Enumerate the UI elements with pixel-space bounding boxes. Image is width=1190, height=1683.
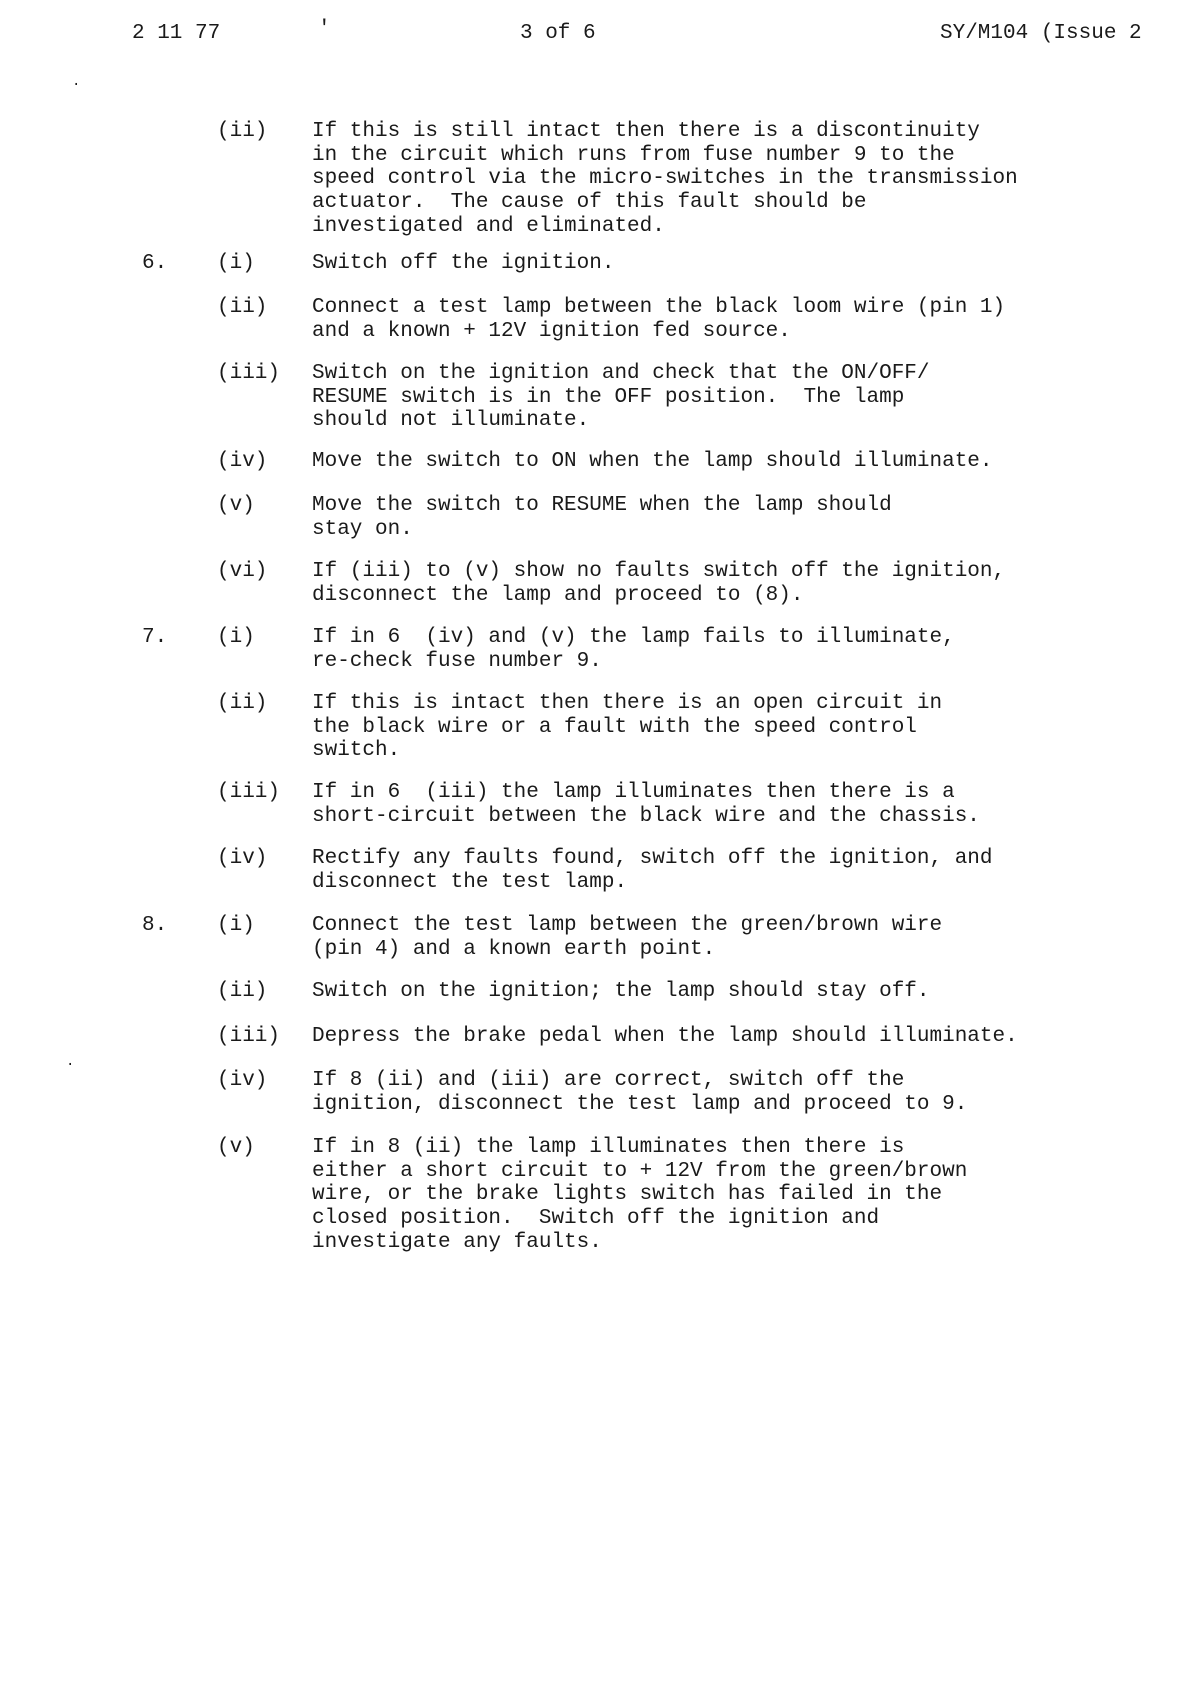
instruction-line: and a known + 12V ignition fed source. — [312, 319, 791, 343]
instruction-line: Switch on the ignition and check that the ON/OFF/ — [312, 362, 930, 385]
instruction-line: stay on. — [312, 517, 413, 541]
sub-item-label: (i) — [217, 252, 255, 275]
document-reference: SY/M104 (Issue 2 — [940, 22, 1142, 45]
instruction-line: Switch on the ignition; the lamp should stay off. — [312, 980, 930, 1003]
procedure-item — [0, 626, 1190, 673]
instruction-line: Rectify any faults found, switch off the ignition, and — [312, 847, 993, 870]
instruction-line: Connect the test lamp between the green/brown wire — [312, 914, 943, 937]
instruction-text — [312, 626, 1142, 673]
instruction-line: investigated and eliminated. — [312, 214, 665, 238]
procedure-item — [0, 1069, 1190, 1116]
sub-item-label: (ii) — [217, 120, 268, 143]
procedure-item — [0, 296, 1190, 343]
procedure-item — [0, 560, 1190, 607]
procedure-item — [0, 1025, 1190, 1049]
instruction-text — [312, 1136, 1142, 1255]
instruction-text — [312, 1025, 1142, 1049]
instruction-line: in the circuit which runs from fuse number 9 to the — [312, 143, 955, 167]
sub-item-label: (iii) — [217, 781, 281, 804]
instruction-text — [312, 252, 1142, 276]
procedure-item — [0, 494, 1190, 541]
procedure-item — [0, 781, 1190, 828]
sub-item-label: (iv) — [217, 1069, 268, 1092]
sub-item-label: (iv) — [217, 450, 268, 473]
instruction-line: If in 6 (iv) and (v) the lamp fails to illuminate, — [312, 626, 955, 649]
instruction-text — [312, 120, 1142, 239]
instruction-line: (pin 4) and a known earth point. — [312, 937, 716, 961]
page-date: 2 11 77 — [132, 22, 221, 45]
sub-item-label: (ii) — [217, 692, 268, 715]
sub-item-label: (ii) — [217, 980, 268, 1003]
instruction-text — [312, 781, 1142, 828]
step-number: 8. — [142, 914, 168, 937]
scan-speck: · — [66, 1057, 75, 1073]
instruction-line: Move the switch to ON when the lamp should illuminate. — [312, 450, 993, 473]
instruction-line: If in 6 (iii) the lamp illuminates then there is a — [312, 781, 955, 804]
procedure-item — [0, 362, 1190, 433]
sub-item-label: (vi) — [217, 560, 268, 583]
sub-item-label: (ii) — [217, 296, 268, 319]
sub-item-label: (i) — [217, 626, 255, 649]
step-number: 7. — [142, 626, 168, 649]
instruction-line: either a short circuit to + 12V from the green/brown — [312, 1159, 968, 1183]
instruction-line: Switch off the ignition. — [312, 252, 615, 275]
instruction-line: If this is still intact then there is a discontinuity — [312, 120, 980, 143]
sub-item-label: (iii) — [217, 1025, 281, 1048]
instruction-line: short-circuit between the black wire and the chassis. — [312, 804, 980, 828]
instruction-line: the black wire or a fault with the speed control — [312, 715, 917, 739]
instruction-line: switch. — [312, 739, 401, 763]
instruction-line: If in 8 (ii) the lamp illuminates then there is — [312, 1136, 905, 1159]
instruction-line: If (iii) to (v) show no faults switch off the ignition, — [312, 560, 1006, 583]
instruction-line: investigate any faults. — [312, 1230, 602, 1254]
instruction-line: disconnect the test lamp. — [312, 870, 628, 894]
instruction-text — [312, 494, 1142, 541]
procedure-item — [0, 120, 1190, 239]
sub-item-label: (v) — [217, 1136, 255, 1159]
scan-speck: · — [72, 77, 81, 93]
procedure-item — [0, 252, 1190, 276]
sub-item-label: (iii) — [217, 362, 281, 385]
instruction-line: actuator. The cause of this fault should be — [312, 191, 867, 215]
instruction-text — [312, 560, 1142, 607]
instruction-line: re-check fuse number 9. — [312, 649, 602, 673]
instruction-line: wire, or the brake lights switch has failed in the — [312, 1183, 943, 1207]
instruction-text — [312, 450, 1142, 474]
instruction-text — [312, 914, 1142, 961]
instruction-line: Depress the brake pedal when the lamp should illuminate. — [312, 1025, 1018, 1048]
instruction-line: closed position. Switch off the ignition and — [312, 1207, 880, 1231]
instruction-text — [312, 1069, 1142, 1116]
procedure-item — [0, 692, 1190, 763]
instruction-text — [312, 980, 1142, 1004]
instruction-line: disconnect the lamp and proceed to (8). — [312, 583, 804, 607]
sub-item-label: (v) — [217, 494, 255, 517]
instruction-line: RESUME switch is in the OFF position. The lamp — [312, 385, 905, 409]
instruction-line: should not illuminate. — [312, 409, 590, 433]
step-number: 6. — [142, 252, 168, 275]
instruction-line: If this is intact then there is an open circuit in — [312, 692, 943, 715]
instruction-text — [312, 362, 1142, 433]
procedure-item — [0, 1136, 1190, 1255]
procedure-item — [0, 847, 1190, 894]
header-tick-mark: ' — [318, 18, 331, 41]
instruction-line: Move the switch to RESUME when the lamp should — [312, 494, 892, 517]
page-number: 3 of 6 — [520, 22, 596, 45]
procedure-item — [0, 980, 1190, 1004]
instruction-text — [312, 847, 1142, 894]
sub-item-label: (i) — [217, 914, 255, 937]
instruction-text — [312, 296, 1142, 343]
procedure-item — [0, 914, 1190, 961]
procedure-item — [0, 450, 1190, 474]
sub-item-label: (iv) — [217, 847, 268, 870]
instruction-line: Connect a test lamp between the black loom wire (pin 1) — [312, 296, 1006, 319]
instruction-line: ignition, disconnect the test lamp and proceed to 9. — [312, 1092, 968, 1116]
instruction-line: speed control via the micro-switches in the transmission — [312, 167, 1018, 191]
instruction-text — [312, 692, 1142, 763]
instruction-line: If 8 (ii) and (iii) are correct, switch off the — [312, 1069, 905, 1092]
